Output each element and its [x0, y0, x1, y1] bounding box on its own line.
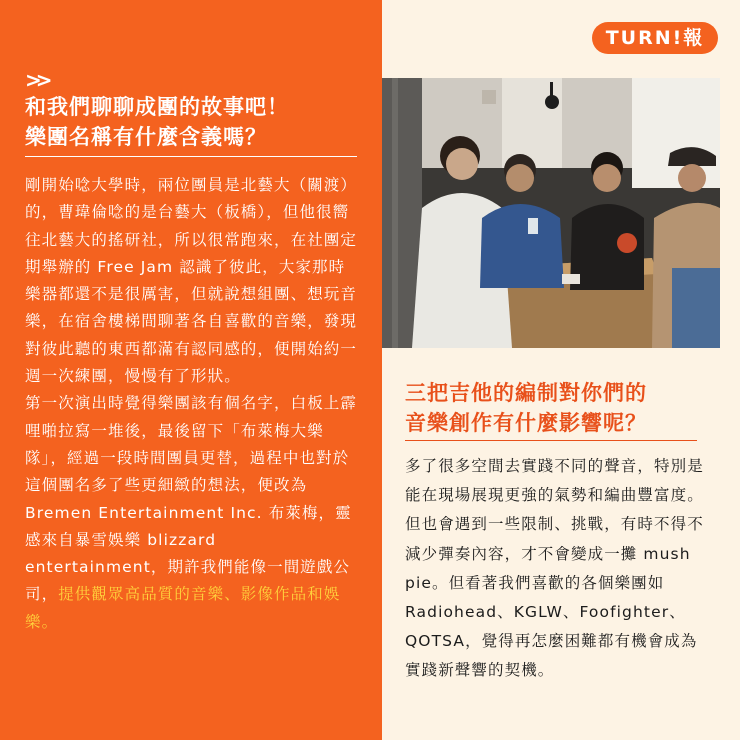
section2-question-line2: 音樂創作有什麼影響呢？ — [405, 411, 647, 435]
section1-question-line1: 和我們聊聊成團的故事吧！ — [25, 95, 289, 119]
double-chevron-icon: >> — [25, 68, 47, 92]
section1-paragraph2 — [25, 390, 361, 636]
section1-paragraph2-text: 第一次演出時覺得樂團該有個名字，白板上霹哩啪拉寫一堆後，最後留下「布萊梅大樂隊」，經過一段時間團員更替，過程中也對於這個團名多了些更細緻的想法，便改為 Bremen Entertainment Inc. 布萊梅，靈感來自暴雪娛樂 blizzard entertainment，期許我們能像一間遊戲公司， — [25, 394, 358, 604]
section2-question — [405, 378, 715, 438]
section2-paragraph: 多了很多空間去實踐不同的聲音，特別是能在現場展現更強的氣勢和編曲豐富度。但也會遇到一些限制、挑戰，有時不得不減少彈奏內容，才不會變成一攤 mush pie。但看著我們喜歡的各個樂團如 Radiohead、KGLW、Foofighter、QOTSA，覺得再怎麼困難都有機會成為實踐新聲響的契機。 — [405, 457, 704, 680]
section2-question-line1: 三把吉他的編制對你們的 — [405, 381, 647, 405]
section1-body — [25, 172, 361, 636]
band-photo-illustration — [382, 78, 720, 348]
turn-logo: TURN!報 — [592, 22, 718, 54]
section2-body — [405, 452, 710, 686]
section1-question-line2: 樂團名稱有什麼含義嗎？ — [25, 125, 267, 149]
section1-divider — [25, 156, 357, 157]
section1-paragraph2-highlight: 提供觀眾高品質的音樂、影像作品和娛樂。 — [25, 585, 341, 631]
band-photo — [382, 78, 720, 348]
section1-question — [25, 92, 365, 152]
section1-paragraph1: 剛開始唸大學時，兩位團員是北藝大（關渡）的，曹瑋倫唸的是台藝大（板橋），但他很嚮往北藝大的搖研社，所以很常跑來，在社團定期舉辦的 Free Jam 認識了彼此，大家那時樂器都還不是很厲害，但就說想組團、想玩音樂，在宿舍樓梯間聊著各自喜歡的音樂，發現對彼此聽的東西都滿有認同感的，便開始約一週一次練團，慢慢有了形狀。 — [25, 176, 358, 386]
section2-divider — [405, 440, 697, 441]
